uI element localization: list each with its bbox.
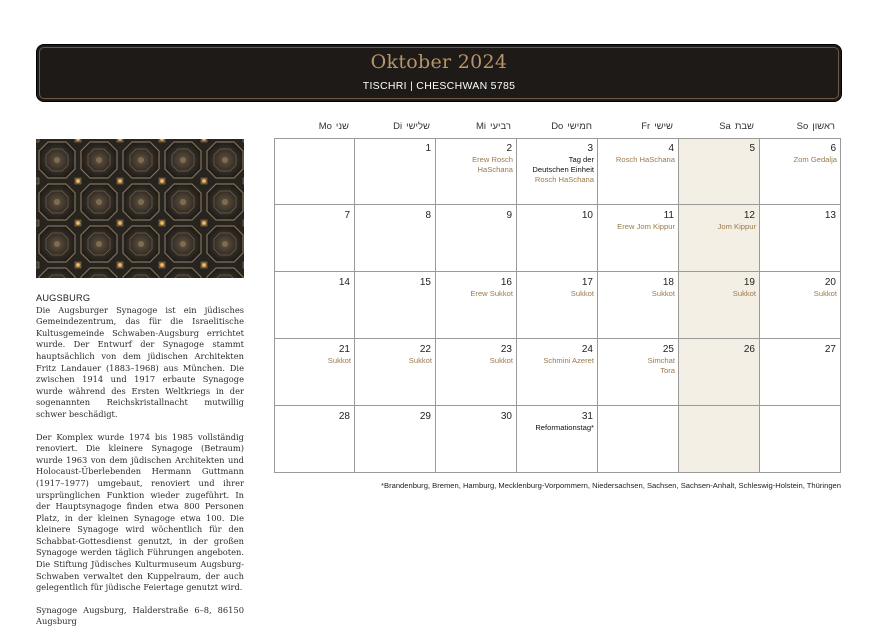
day-number: 11 (663, 210, 674, 221)
weekday-header (436, 121, 517, 135)
calendar-day-cell (274, 406, 355, 473)
day-number: 12 (743, 210, 755, 221)
jewish-holiday-label: Rosch HaSchana (615, 155, 675, 164)
public-holiday-label: Deutschen Einheit (532, 165, 594, 175)
calendar-day-cell (436, 406, 517, 473)
calendar-day-cell (679, 406, 760, 473)
weekday-he: רביעי (490, 121, 511, 132)
day-events (519, 289, 594, 299)
day-number: 26 (743, 344, 755, 355)
jewish-holiday-label: Sukkot (570, 289, 594, 298)
holiday-footnote: *Brandenburg, Bremen, Hamburg, Mecklenburg-Vorpommern, Niedersachsen, Sachsen, Sachsen-Anhalt, Schleswig-Holstein, Thüringen (381, 481, 841, 490)
day-number: 10 (581, 210, 593, 221)
calendar-day-cell (436, 205, 517, 272)
day-number: 13 (824, 210, 836, 221)
calendar-day-cell (679, 138, 760, 205)
weekday-de: Mo (318, 121, 332, 132)
calendar-day-cell (436, 138, 517, 205)
day-number: 19 (743, 277, 755, 288)
calendar-day-cell (598, 138, 679, 205)
jewish-holiday-label: Rosch HaSchana (534, 175, 594, 185)
day-number: 29 (419, 411, 431, 422)
jewish-holiday-label: Erew Rosch (472, 155, 513, 164)
jewish-holiday-label: Sukkot (408, 356, 432, 365)
calendar-day-cell (760, 272, 841, 339)
day-number: 25 (662, 344, 674, 355)
city-heading: AUGSBURG (36, 293, 91, 303)
day-events (357, 356, 432, 366)
weekday-de: Di (393, 121, 403, 132)
calendar-day-cell (517, 339, 598, 406)
day-number: 2 (506, 143, 512, 154)
calendar-day-cell (436, 272, 517, 339)
day-number: 4 (668, 143, 674, 154)
day-number: 28 (338, 411, 350, 422)
day-number: 7 (344, 210, 350, 221)
month-header (36, 44, 842, 102)
day-number: 14 (338, 277, 350, 288)
weekday-header (598, 121, 679, 135)
jewish-holiday-label: Sukkot (732, 289, 756, 298)
calendar-day-cell (598, 205, 679, 272)
weekday-header (355, 121, 436, 135)
day-events (681, 222, 756, 232)
calendar-day-cell (679, 339, 760, 406)
calendar-day-cell (355, 339, 436, 406)
jewish-holiday-label: Sukkot (489, 356, 513, 365)
calendar-day-cell (274, 205, 355, 272)
public-holiday-label: Reformationstag* (535, 423, 594, 432)
day-number: 15 (419, 277, 431, 288)
day-number: 1 (425, 143, 431, 154)
day-events (681, 289, 756, 299)
calendar-day-cell (436, 339, 517, 406)
jewish-holiday-label: HaSchana (477, 165, 513, 175)
weekday-de: Sa (719, 121, 731, 132)
description-paragraph-1: Die Augsburger Synagoge ist ein jüdisches Gemeindezentrum, das für die Israelitische Kultusgemeinde Schwaben-Augsburg errichtet wurde. Der Entwurf der Synagoge stammt hauptsächlich von dem jüdischen Architekten Fritz Landauer (1883–1968) aus München. Die zwischen 1914 und 1917 erbaute Synagoge wurde während des Ersten Weltkriegs in der sogenannten Reichskristallnacht mutwillig schwer beschädigt. (36, 304, 244, 419)
calendar-day-cell (760, 406, 841, 473)
day-number: 9 (506, 210, 512, 221)
calendar-day-cell (760, 138, 841, 205)
synagogue-address: Synagoge Augsburg, Halderstraße 6–8, 86150 Augsburg (36, 604, 244, 627)
calendar-day-cell (598, 339, 679, 406)
jewish-holiday-label: Sukkot (813, 289, 837, 298)
day-events (438, 356, 513, 366)
weekday-de: Mi (476, 121, 487, 132)
day-number: 31 (581, 411, 593, 422)
weekday-de: Fr (641, 121, 651, 132)
day-number: 27 (824, 344, 836, 355)
calendar-day-cell (517, 138, 598, 205)
day-events (519, 155, 594, 186)
calendar-day-cell (517, 406, 598, 473)
day-number: 3 (587, 143, 593, 154)
calendar-day-cell (598, 272, 679, 339)
jewish-holiday-label: Jom Kippur (717, 222, 756, 231)
weekday-he: שני (335, 121, 349, 132)
day-events (519, 423, 594, 433)
day-events (762, 155, 837, 165)
jewish-holiday-label: Erew Sukkot (470, 289, 513, 298)
calendar-day-cell (517, 205, 598, 272)
weekday-header (760, 121, 841, 135)
weekday-header (274, 121, 355, 135)
synagogue-description (36, 293, 244, 639)
calendar-day-cell (355, 138, 436, 205)
day-events (438, 289, 513, 299)
day-events (600, 289, 675, 299)
jewish-holiday-label: Sukkot (327, 356, 351, 365)
synagogue-ceiling-photo (36, 139, 244, 278)
day-events (600, 222, 675, 232)
day-events (438, 155, 513, 175)
jewish-holiday-label: Schmini Azeret (543, 356, 594, 365)
weekday-header (679, 121, 760, 135)
calendar-day-cell (355, 205, 436, 272)
day-number: 20 (824, 277, 836, 288)
calendar-day-cell (355, 272, 436, 339)
weekday-header-row (274, 121, 841, 135)
day-number: 23 (500, 344, 512, 355)
day-number: 22 (419, 344, 431, 355)
jewish-holiday-label: Simchat (647, 356, 675, 365)
calendar-day-cell (274, 138, 355, 205)
day-number: 5 (749, 143, 755, 154)
day-number: 21 (338, 344, 350, 355)
day-number: 8 (425, 210, 431, 221)
calendar-day-cell (598, 406, 679, 473)
day-events (600, 356, 675, 376)
public-holiday-label: Tag der (568, 155, 594, 164)
weekday-he: ראשון (812, 121, 835, 132)
day-events (762, 289, 837, 299)
day-number: 24 (581, 344, 593, 355)
weekday-he: שבת (734, 121, 754, 132)
calendar-day-cell (355, 406, 436, 473)
weekday-de: So (796, 121, 809, 132)
day-number: 6 (830, 143, 836, 154)
hebrew-month-subtitle: TISCHRI | CHESCHWAN 5785 (362, 80, 516, 92)
day-number: 18 (662, 277, 674, 288)
month-title: Oktober 2024 (370, 51, 508, 73)
day-number: 17 (581, 277, 593, 288)
calendar-day-cell (274, 272, 355, 339)
day-number: 16 (500, 277, 512, 288)
calendar-day-cell (679, 205, 760, 272)
calendar-day-cell (679, 272, 760, 339)
day-events (600, 155, 675, 165)
weekday-header (517, 121, 598, 135)
calendar-day-cell (760, 205, 841, 272)
calendar-day-cell (760, 339, 841, 406)
day-number: 30 (500, 411, 512, 422)
jewish-holiday-label: Erew Jom Kippur (617, 222, 675, 231)
description-paragraph-2: Der Komplex wurde 1974 bis 1985 vollständig renoviert. Die kleinere Synagoge (Betraum) wurde 1963 von dem jüdischen Architekten und Holocaust-Überlebenden Hermann Guttmann (1917–1977) umgebaut, renoviert und ihrer ursprünglichen Funktion wieder zugeführt. In der Hauptsynagoge finden etwa 800 Personen Platz, in der kleinen Synagoge etwa 100. Die kleinere Synagoge wird wöchentlich für den Schabbat-Gottesdienst genutzt, in der großen Synagoge werden täglich Führungen angeboten. Die Stiftung Jüdisches Kulturmuseum Augsburg-Schwaben verwaltet den Kuppelraum, der auch gelegentlich für jüdische Feiertage genutzt wird. (36, 431, 244, 593)
calendar-day-cell (274, 339, 355, 406)
day-events (276, 356, 351, 366)
jewish-holiday-label: Zom Gedalja (793, 155, 837, 164)
weekday-he: שישי (654, 121, 673, 132)
weekday-de: Do (551, 121, 564, 132)
jewish-holiday-label: Tora (660, 366, 675, 376)
weekday-he: חמישי (567, 121, 592, 132)
calendar-day-cell (517, 272, 598, 339)
day-events (519, 356, 594, 366)
jewish-holiday-label: Sukkot (651, 289, 675, 298)
weekday-he: שלישי (406, 121, 430, 132)
calendar-grid (274, 138, 841, 473)
